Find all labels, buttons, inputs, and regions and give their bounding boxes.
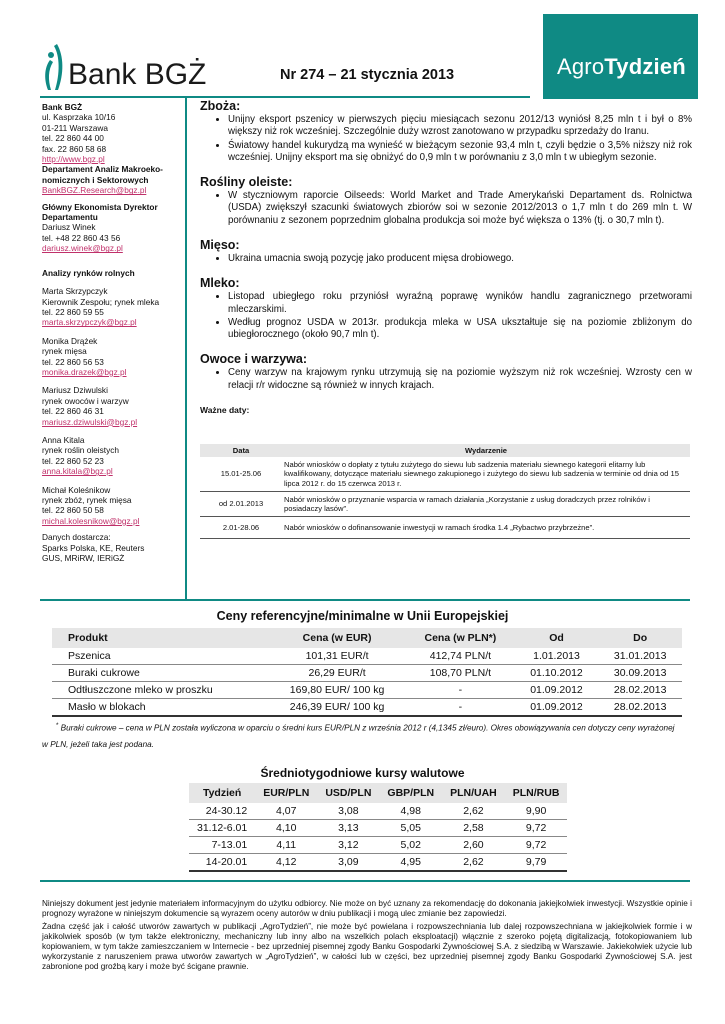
logo-text: Bank BGŻ bbox=[68, 58, 207, 91]
table-row: 24-30.12 4,07 3,08 4,98 2,62 9,90 bbox=[189, 803, 567, 820]
events-header-date: Data bbox=[200, 444, 282, 457]
table-row: 14-20.01 4,12 3,09 4,95 2,62 9,79 bbox=[189, 854, 567, 872]
analyst-entry: Mariusz Dziwulski rynek owoców i warzyw tel. 22 860 46 31 mariusz.dziwulski@bgz.pl bbox=[42, 385, 138, 427]
agrotydzien-brand bbox=[543, 14, 698, 99]
ref-prices-footnote: * Buraki cukrowe – cena w PLN została wyliczona w oparciu o średni kurs EUR/PLN z września 2012 r (4,1345 zł/euro). Okres obowiązywania cen dotyczy ceny wyrażonej w PLN, jeżeli taka jest podana. bbox=[42, 722, 675, 749]
analyst-email-link[interactable]: michal.kolesnikow@bgz.pl bbox=[42, 515, 140, 526]
ref-prices-table: Produkt Cena (w EUR) Cena (w PLN*) Od Do Pszenica 101,31 EUR/t 412,74 PLN/t 1.01.2013 31.01.2013 Buraki cukrowe 26,29 EUR/t 108,70 PLN/t 01.10.2012 30.09.2013 Odtłuszczone mleko w proszku 169,80 EUR/ 100 kg - 01.09.2012 28.02.2013 Masło w blokach 246,39 EUR/ 100 kg - 01.09.2012 28.02.2013 bbox=[52, 628, 682, 717]
analyst-email-link[interactable]: anna.kitala@bgz.pl bbox=[42, 466, 113, 477]
analyst-entry: Marta Skrzypczyk Kierownik Zespołu; rynek mleka tel. 22 860 59 55 marta.skrzypczyk@bgz.pl bbox=[42, 286, 160, 328]
chief-phone: tel. +48 22 860 43 56 bbox=[42, 232, 121, 243]
bullet-item: • Według prognoz USDA w 2013r. produkcja mleka w USA ukształtuje się na poziomie zbliżonym do ubiegłorocznego (około 90,7 mln t). bbox=[228, 317, 692, 341]
important-dates-title: Ważne daty: bbox=[200, 404, 250, 415]
bullet-item: • Ceny warzyw na krajowym rynku utrzymują się na poziomie wyższym niż rok wcześniej. Wzrosty cen w relacji r/r widoczne są również w innych krajach. bbox=[228, 367, 692, 391]
suppliers-line: Sparks Polska, KE, Reuters bbox=[42, 542, 145, 553]
disclaimer-paragraph: Niniejszy dokument jest jedynie materiałem informacyjnym do użytku odbiorcy. Nie może on być uznany za rekomendację do dokonania jakiejkolwiek inwestycji. Wszystkie opinie i prognozy wyrażone w niniejszym dokumencie są wyrazem oceny autorów w dniu publikacji i mogą ulec zmianie bez zapowiedzi. bbox=[42, 899, 692, 918]
table-row: 2.01-28.06 Nabór wniosków o dofinansowanie inwestycji w ramach środka 1.4 „Rybactwo przybrzeżne”. bbox=[200, 517, 690, 539]
analyst-entry: Anna Kitala rynek roślin oleistych tel. 22 860 52 23 anna.kitala@bgz.pl bbox=[42, 434, 120, 477]
analyst-entry: Michał Koleśnikow rynek zbóż, rynek mięsa tel. 22 860 50 58 michal.kolesnikow@bgz.pl bbox=[42, 484, 140, 526]
divider-bottom bbox=[40, 880, 690, 882]
disclaimer-paragraph: Żadna część jak i całość utworów zawartych w publikacji „AgroTydzień”, nie może być powielana i rozpowszechniania lub dalej rozpowszechniana w jakiejkolwiek formie i w jakikolwiek sposób (w tym także elektroniczny, mechaniczny lub inny albo na wszelkich polach eksploatacji) włącznie z szeroko pojętą digitalizacją, fotokopiowaniem lub kopiowaniem, w tym także zamieszczaniem w Internecie - bez uprzedniej pisemnej zgody Banku Gospodarki Żywnościowej S.A. z siedzibą w Warszawie. Jakiekolwiek użycie lub wykorzystanie z naruszeniem prawa utworów zawartych w „AgroTydzień”, w całości lub w części, bez uprzedniej pisemnej zgody Banku Gospodarki Żywnościowej S.A. jest zabronione pod groźbą kary i może być ścigane prawnie. bbox=[42, 922, 692, 971]
section-title: Owoce i warzywa: bbox=[200, 352, 307, 367]
chief-title: Główny Ekonomista Dyrektor Departamentu bbox=[42, 201, 158, 223]
divider-middle bbox=[40, 599, 690, 601]
table-row: Pszenica 101,31 EUR/t 412,74 PLN/t 1.01.2013 31.01.2013 bbox=[52, 648, 682, 665]
section-title: Mleko: bbox=[200, 276, 240, 291]
analyst-entry: Monika Drążek rynek mięsa tel. 22 860 56 53 monika.drazek@bgz.pl bbox=[42, 335, 127, 377]
bullet-item: • Ukraina umacnia swoją pozycję jako producent mięsa drobiowego. bbox=[228, 253, 692, 265]
table-row: 7-13.01 4,11 3,12 5,02 2,60 9,72 bbox=[189, 837, 567, 854]
analyst-email-link[interactable]: mariusz.dziwulski@bgz.pl bbox=[42, 416, 138, 427]
department-name: Departament Analiz Makroeko-nomicznych i Sektorowych bbox=[42, 164, 163, 185]
table-row: 31.12-6.01 4,10 3,13 5,05 2,58 9,72 bbox=[189, 820, 567, 837]
address-line: ul. Kasprzaka 10/16 bbox=[42, 112, 116, 123]
fx-table: Tydzień EUR/PLN USD/PLN GBP/PLN PLN/UAH PLN/RUB 24-30.12 4,07 3,08 4,98 2,62 9,90 31.12-6.01 4,10 3,13 5,05 2,58 9,72 7-13.01 4,11 3,12 5,02 2,60 9,72 14-20.01 4,12 3,09 4,95 2,62 9,79 bbox=[189, 783, 567, 872]
table-row: od 2.01.2013 Nabór wniosków o przyznanie wsparcia w ramach działania „Korzystanie z usług doradczych przez rolników i posiadaczy lasów”. bbox=[200, 491, 690, 516]
analyst-email-link[interactable]: monika.drazek@bgz.pl bbox=[42, 366, 127, 377]
department-email-link[interactable]: BankBGZ.Research@bgz.pl bbox=[42, 185, 147, 196]
section-rosliny-oleiste bbox=[200, 176, 692, 227]
bank-name: Bank BGŻ bbox=[42, 102, 83, 112]
brand-title: AgroTydzień bbox=[557, 54, 686, 79]
section-mieso bbox=[200, 239, 692, 265]
section-title: Rośliny oleiste: bbox=[200, 175, 293, 190]
fax: fax. 22 860 58 68 bbox=[42, 143, 107, 154]
bullet-item: • Światowy handel kukurydzą ma wynieść w bieżącym sezonie 93,4 mln t, czyli będzie o 3,5% niższy niż rok wcześniej. Unijny eksport ma się obniżyć do 0,9 mln t w porównaniu z 3,0 mln t w ubiegłym sezonie. bbox=[228, 140, 692, 164]
analysts-title: Analizy rynków rolnych bbox=[42, 267, 135, 278]
events-header-event: Wydarzenie bbox=[282, 444, 690, 457]
table-row: 15.01-25.06 Nabór wniosków o dopłaty z tytułu zużytego do siewu lub sadzenia materiału siewnego kategorii elitarny lub kwalifikowany, dotyczące materiału siewnego zakupionego i zużytego do siewu lub sadzenia w terminie od dnia od 15 lipca 2012 r. do 15 czerwca 2013 r. bbox=[200, 457, 690, 491]
ref-prices-title: Ceny referencyjne/minimalne w Unii Europejskiej bbox=[216, 609, 509, 623]
bank-bgz-logo bbox=[40, 40, 220, 98]
bullet-item: • Unijny eksport pszenicy w pierwszych pięciu miesiącach sezonu 2012/13 wyniósł 8,25 mln t i był o 8% większy niż rok wcześniej. Szczególnie duży wzrost zanotowano w przypadku sprzedaży do Iranu. bbox=[228, 114, 692, 138]
website-link[interactable]: http://www.bgz.pl bbox=[42, 154, 105, 165]
issue-number: Nr 274 – 21 stycznia 2013 bbox=[280, 67, 455, 83]
sidebar-contacts bbox=[42, 102, 182, 563]
fx-title: Średniotygodniowe kursy walutowe bbox=[260, 766, 465, 780]
analyst-email-link[interactable]: marta.skrzypczyk@bgz.pl bbox=[42, 317, 137, 328]
bank-logo-figure-icon bbox=[40, 40, 220, 98]
phone: tel. 22 860 44 00 bbox=[42, 133, 104, 144]
bullet-item: • Listopad ubiegłego roku przyniósł wyraźną poprawę wyników handlu zagranicznego przetworami mleczarskimi. bbox=[228, 291, 692, 315]
table-row: Odtłuszczone mleko w proszku 169,80 EUR/ 100 kg - 01.09.2012 28.02.2013 bbox=[52, 682, 682, 699]
section-owoce-warzywa bbox=[200, 353, 692, 392]
divider-top bbox=[40, 96, 530, 98]
disclaimer bbox=[42, 899, 692, 975]
suppliers-line: GUS, MRiRW, IERiGŻ bbox=[42, 553, 125, 564]
section-mleko bbox=[200, 277, 692, 341]
table-row: Masło w blokach 246,39 EUR/ 100 kg - 01.09.2012 28.02.2013 bbox=[52, 699, 682, 717]
suppliers-title: Danych dostarcza: bbox=[42, 532, 111, 543]
bullet-item: • W styczniowym raporcie Oilseeds: World Market and Trade Amerykański Departament ds. Rolnictwa (USDA) zwiększył szacunki światowych zbiorów soi w sezonie 2012/2013 o 1,7 mln t do 269 mln t. W porównaniu z sezonem poprzednim globalna produkcja soi może być większa o 13% (tj. o 30,7 mln t). bbox=[228, 190, 692, 227]
section-title: Mięso: bbox=[200, 237, 240, 252]
chief-name: Dariusz Winek bbox=[42, 222, 96, 233]
events-table bbox=[200, 444, 690, 539]
chief-email-link[interactable]: dariusz.winek@bgz.pl bbox=[42, 243, 123, 254]
table-row: Buraki cukrowe 26,29 EUR/t 108,70 PLN/t 01.10.2012 30.09.2013 bbox=[52, 665, 682, 682]
section-zboza bbox=[200, 100, 692, 164]
section-title: Zboża: bbox=[200, 99, 241, 113]
divider-vertical bbox=[185, 98, 187, 600]
main-content bbox=[200, 100, 692, 416]
address-line: 01-211 Warszawa bbox=[42, 122, 108, 133]
